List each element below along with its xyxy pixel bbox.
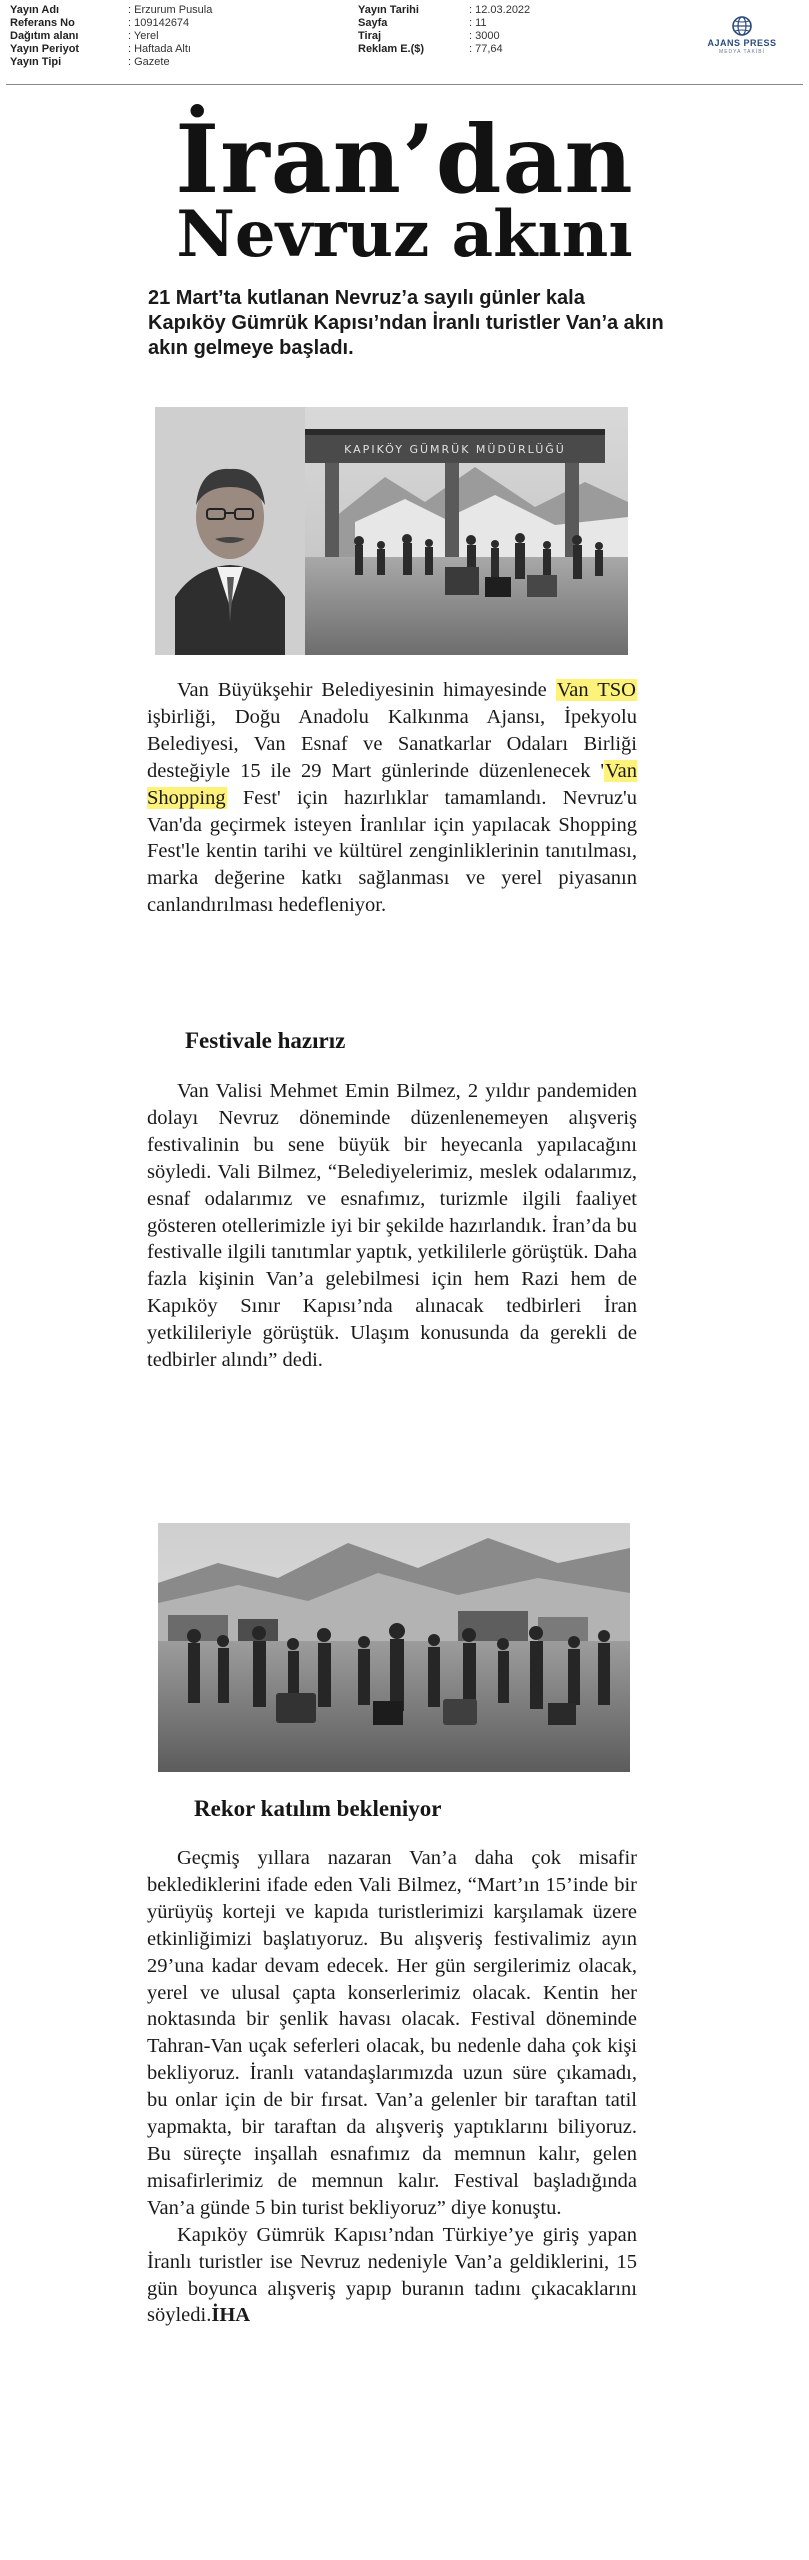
headline-line-1: İran’dan bbox=[175, 105, 634, 215]
meta-value: : 12.03.2022 bbox=[469, 4, 531, 16]
meta-value: : Yerel bbox=[128, 30, 159, 42]
meta-key: Yayın Tipi bbox=[10, 56, 62, 68]
logo-text: AJANS PRESS bbox=[707, 38, 777, 48]
body-paragraph-2: Van Valisi Mehmet Emin Bilmez, 2 yıldır pandemiden dolayı Nevruz döneminde düzenlenemeyen alışveriş festivalinin bu sene büyük bir heyecanla yapılacağını söyledi. Vali Bilmez, “Belediyelerimiz, meslek odalarımız, esnaf odalarımız ve esnafımız, turizmle ilgili faaliyet gösteren otellerimizle iyi bir şekilde hazırlandık. İran’da bu festivalle ilgili tanıtımlar yaptık, yetkililerle görüştük. Daha fazla kişinin Van’a gelebilmesi için hem Razi hem de Kapıköy Sınır Kapısı’nda alınacak tedbirleri İran yetkilileriyle görüştük. Ulaşım konusunda da gerekli de tedbirler alındı” dedi. bbox=[147, 1080, 637, 1372]
highlight-van-shopping: Van Shopping bbox=[147, 759, 637, 809]
logo-subtext: MEDYA TAKİBİ bbox=[719, 49, 765, 55]
meta-key: Dağıtım alanı bbox=[10, 30, 79, 42]
meta-value: : Erzurum Pusula bbox=[128, 4, 213, 16]
meta-key: Yayın Adı bbox=[10, 4, 60, 16]
body-paragraph-3: Geçmiş yıllara nazaran Van’a daha çok misafir beklediklerini ifade eden Vali Bilmez, “Mart’ın 15’inde bir yürüyüş korteji ve kapıda turistlerimizi karşılamak üzere etkinliğimizi başlatıyoruz. Bu alışveriş festivalimiz ayın 29’una kadar devam edecek. Her gün sergilerimiz olacak, yerel ve ulusal çapta konserlerimiz olacak. Kentin her noktasında bir şenlik havası olacak. Festival döneminde Tahran-Van uçak seferleri olacak, bu nedenle daha çok kişi bekliyoruz. İranlı vatandaşlarımızda uzun süre çıkamadı, bu onlar için de bir fırsat. Van’a gelenler bir taraftan tatil yapmakta, bir taraftan da alışveriş yaptıklarını biliyoruz. Bu süreçte inşallah esnafımız da memnun kalır, gelen misafirlerimiz de memnun kalır. Festival başladığında Van’a günde 5 bin turist bekliyoruz” diye konuştu. bbox=[147, 1847, 637, 2219]
headline-line-2: Nevruz akını bbox=[176, 197, 633, 272]
meta-value: : 11 bbox=[469, 17, 487, 29]
lead-paragraph: 21 Mart’ta kutlanan Nevruz’a sayılı günler kala Kapıköy Gümrük Kapısı’ndan İranlı turistler Van’a akın akın gelmeye başladı. bbox=[148, 287, 664, 359]
text-run: Van Büyükşehir Belediyesinin himayesinde bbox=[177, 679, 556, 701]
clipping-header bbox=[0, 0, 809, 86]
gate-sign-text: KAPIKÖY GÜMRÜK MÜDÜRLÜĞÜ bbox=[344, 443, 566, 456]
border-gate-photo bbox=[155, 407, 628, 655]
tourists-crowd-photo bbox=[158, 1523, 630, 1772]
body-paragraph-4 bbox=[147, 2222, 637, 2330]
meta-key: Sayfa bbox=[358, 17, 388, 29]
meta-key: Tiraj bbox=[358, 30, 382, 42]
meta-value: : Haftada Altı bbox=[128, 43, 191, 55]
article-body-part-1 bbox=[147, 677, 637, 919]
text-run: Kapıköy Gümrük Kapısı’ndan Türkiye’ye giriş yapan İranlı turistler ise Nevruz nedeniyle Van’a geldiklerini, 15 gün boyunca alışveriş yapıp buranın tadını çıkacaklarını söyledi. bbox=[147, 2223, 637, 2327]
meta-key: Yayın Periyot bbox=[10, 43, 80, 55]
signature-iha: İHA bbox=[211, 2304, 251, 2327]
globe-icon bbox=[700, 14, 784, 38]
meta-value: : 109142674 bbox=[128, 17, 190, 29]
body-paragraph-1 bbox=[147, 677, 637, 919]
meta-value: : 3000 bbox=[469, 30, 500, 42]
meta-key: Reklam E.($) bbox=[358, 43, 425, 55]
article-body-part-3 bbox=[147, 1845, 637, 2329]
text-run: işbirliği, Doğu Anadolu Kalkınma Ajansı, İpekyolu Belediyesi, Van Esnaf ve Sanatkarlar Odaları Birliği desteğiyle 15 ile 29 Mart günlerinde düzenlenecek ' bbox=[147, 705, 637, 782]
meta-key: Referans No bbox=[10, 17, 75, 29]
article-body-part-2 bbox=[147, 1078, 637, 1374]
header-divider bbox=[6, 84, 803, 85]
subheading-rekor-katilim: Rekor katılım bekleniyor bbox=[194, 1796, 442, 1821]
ajans-press-logo bbox=[700, 14, 784, 54]
meta-value: : 77,64 bbox=[469, 43, 503, 55]
highlight-van-tso: Van TSO bbox=[556, 679, 636, 701]
subheading-festivale-haziriz: Festivale hazırız bbox=[185, 1028, 346, 1053]
meta-key: Yayın Tarihi bbox=[358, 4, 419, 16]
text-run: Fest' için hazırlıklar tamamlandı. Nevruz'u Van'da geçirmek isteyen İranlılar için yapılacak Shopping Fest'le kentin tarihi ve kültürel zenginliklerinin tanıtılması, marka değerine katkı sağlanması ve yerel piyasanın canlandırılması hedefleniyor. bbox=[147, 786, 637, 917]
meta-value: : Gazete bbox=[128, 56, 170, 68]
